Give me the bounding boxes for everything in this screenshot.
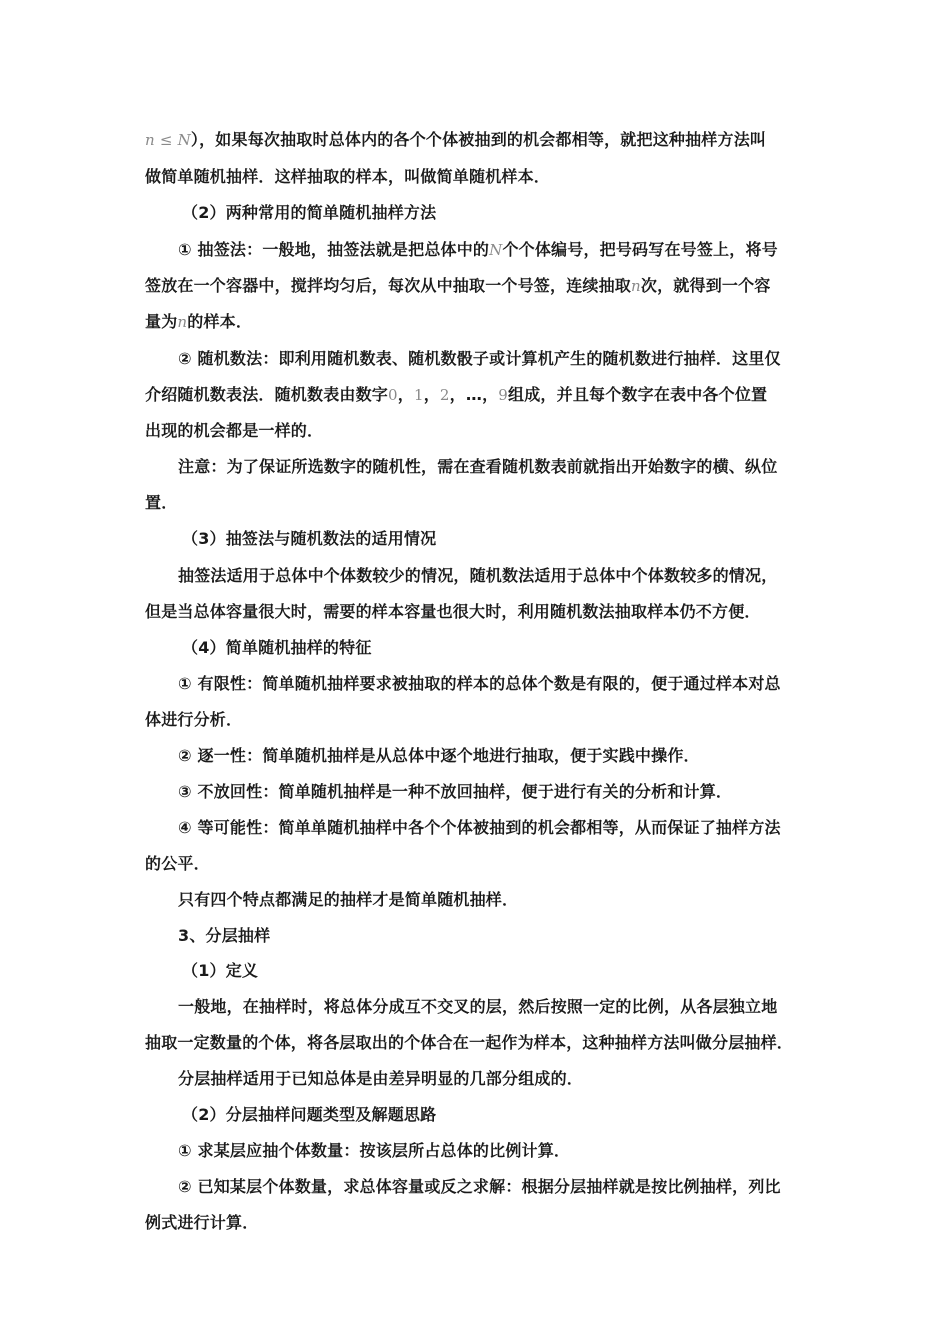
text-line: 体进行分析． — [145, 710, 243, 729]
text-line: ③ 不放回性：简单随机抽样是一种不放回抽样，便于进行有关的分析和计算． — [178, 782, 733, 801]
text-line: 签放在一个容器中，搅拌均匀后，每次从中抽取一个号签，连续抽取n次，就得到一个容 — [145, 276, 771, 295]
section-heading: 3、分层抽样 — [178, 926, 271, 945]
text-line: 介绍随机数表法．随机数表由数字0，1，2，…，9组成，并且每个数字在表中各个位置 — [145, 385, 768, 404]
text-line: 一般地，在抽样时，将总体分成互不交叉的层，然后按照一定的比例，从各层独立地 — [178, 997, 778, 1016]
subheading: （1）定义 — [182, 961, 259, 980]
text-line: n ≤ N），如果每次抽取时总体内的各个个体被抽到的机会都相等，就把这种抽样方法叫 — [145, 130, 767, 149]
text-line: ② 随机数法：即利用随机数表、随机数骰子或计算机产生的随机数进行抽样．这里仅 — [178, 349, 781, 368]
digit-2: 2 — [439, 386, 450, 404]
math-N: N — [489, 241, 503, 259]
text-line: 抽取一定数量的个体，将各层取出的个体合在一起作为样本，这种抽样方法叫做分层抽样． — [145, 1033, 794, 1052]
text-line: 注意：为了保证所选数字的随机性，需在查看随机数表前就指出开始数字的横、纵位 — [178, 457, 778, 476]
text-line: 只有四个特点都满足的抽样才是简单随机抽样． — [178, 890, 519, 909]
text-line: ② 已知某层个体数量，求总体容量或反之求解：根据分层抽样就是按比例抽样，列比 — [178, 1177, 781, 1196]
subheading: （2）两种常用的简单随机抽样方法 — [182, 203, 437, 222]
digit-0: 0 — [388, 386, 398, 404]
text-line: ① 有限性：简单随机抽样要求被抽取的样本的总体个数是有限的，便于通过样本对总 — [178, 674, 781, 693]
digit-9: 9 — [498, 386, 509, 404]
subheading: （3）抽签法与随机数法的适用情况 — [182, 529, 437, 548]
subheading: （4）简单随机抽样的特征 — [182, 638, 372, 657]
text-line: 置． — [145, 493, 178, 512]
text-line: 的公平． — [145, 854, 210, 873]
subheading: （2）分层抽样问题类型及解题思路 — [182, 1105, 437, 1124]
text-line: 出现的机会都是一样的． — [145, 421, 324, 440]
text-line: 例式进行计算． — [145, 1213, 259, 1232]
text-line: 抽签法适用于总体中个体数较少的情况，随机数法适用于总体中个体数较多的情况， — [178, 566, 778, 585]
text-line: 做简单随机抽样．这样抽取的样本，叫做简单随机样本． — [145, 167, 551, 186]
text-line: ① 求某层应抽个体数量：按该层所占总体的比例计算． — [178, 1141, 571, 1160]
math-n: n — [631, 277, 641, 295]
text-line: ② 逐一性：简单随机抽样是从总体中逐个地进行抽取，便于实践中操作． — [178, 746, 700, 765]
text-line: ① 抽签法：一般地，抽签法就是把总体中的N个个体编号，把号码写在号签上，将号 — [178, 240, 778, 259]
text-line: 但是当总体容量很大时，需要的样本容量也很大时，利用随机数法抽取样本仍不方便． — [145, 602, 761, 621]
text-line: 分层抽样适用于已知总体是由差异明显的几部分组成的． — [178, 1069, 584, 1088]
text-line: ④ 等可能性：简单单随机抽样中各个个体被抽到的机会都相等，从而保证了抽样方法 — [178, 818, 781, 837]
text-line: 量为n的样本． — [145, 312, 253, 331]
math-inequality: n ≤ N — [145, 131, 191, 149]
math-n: n — [177, 313, 188, 331]
digit-1: 1 — [413, 386, 424, 404]
